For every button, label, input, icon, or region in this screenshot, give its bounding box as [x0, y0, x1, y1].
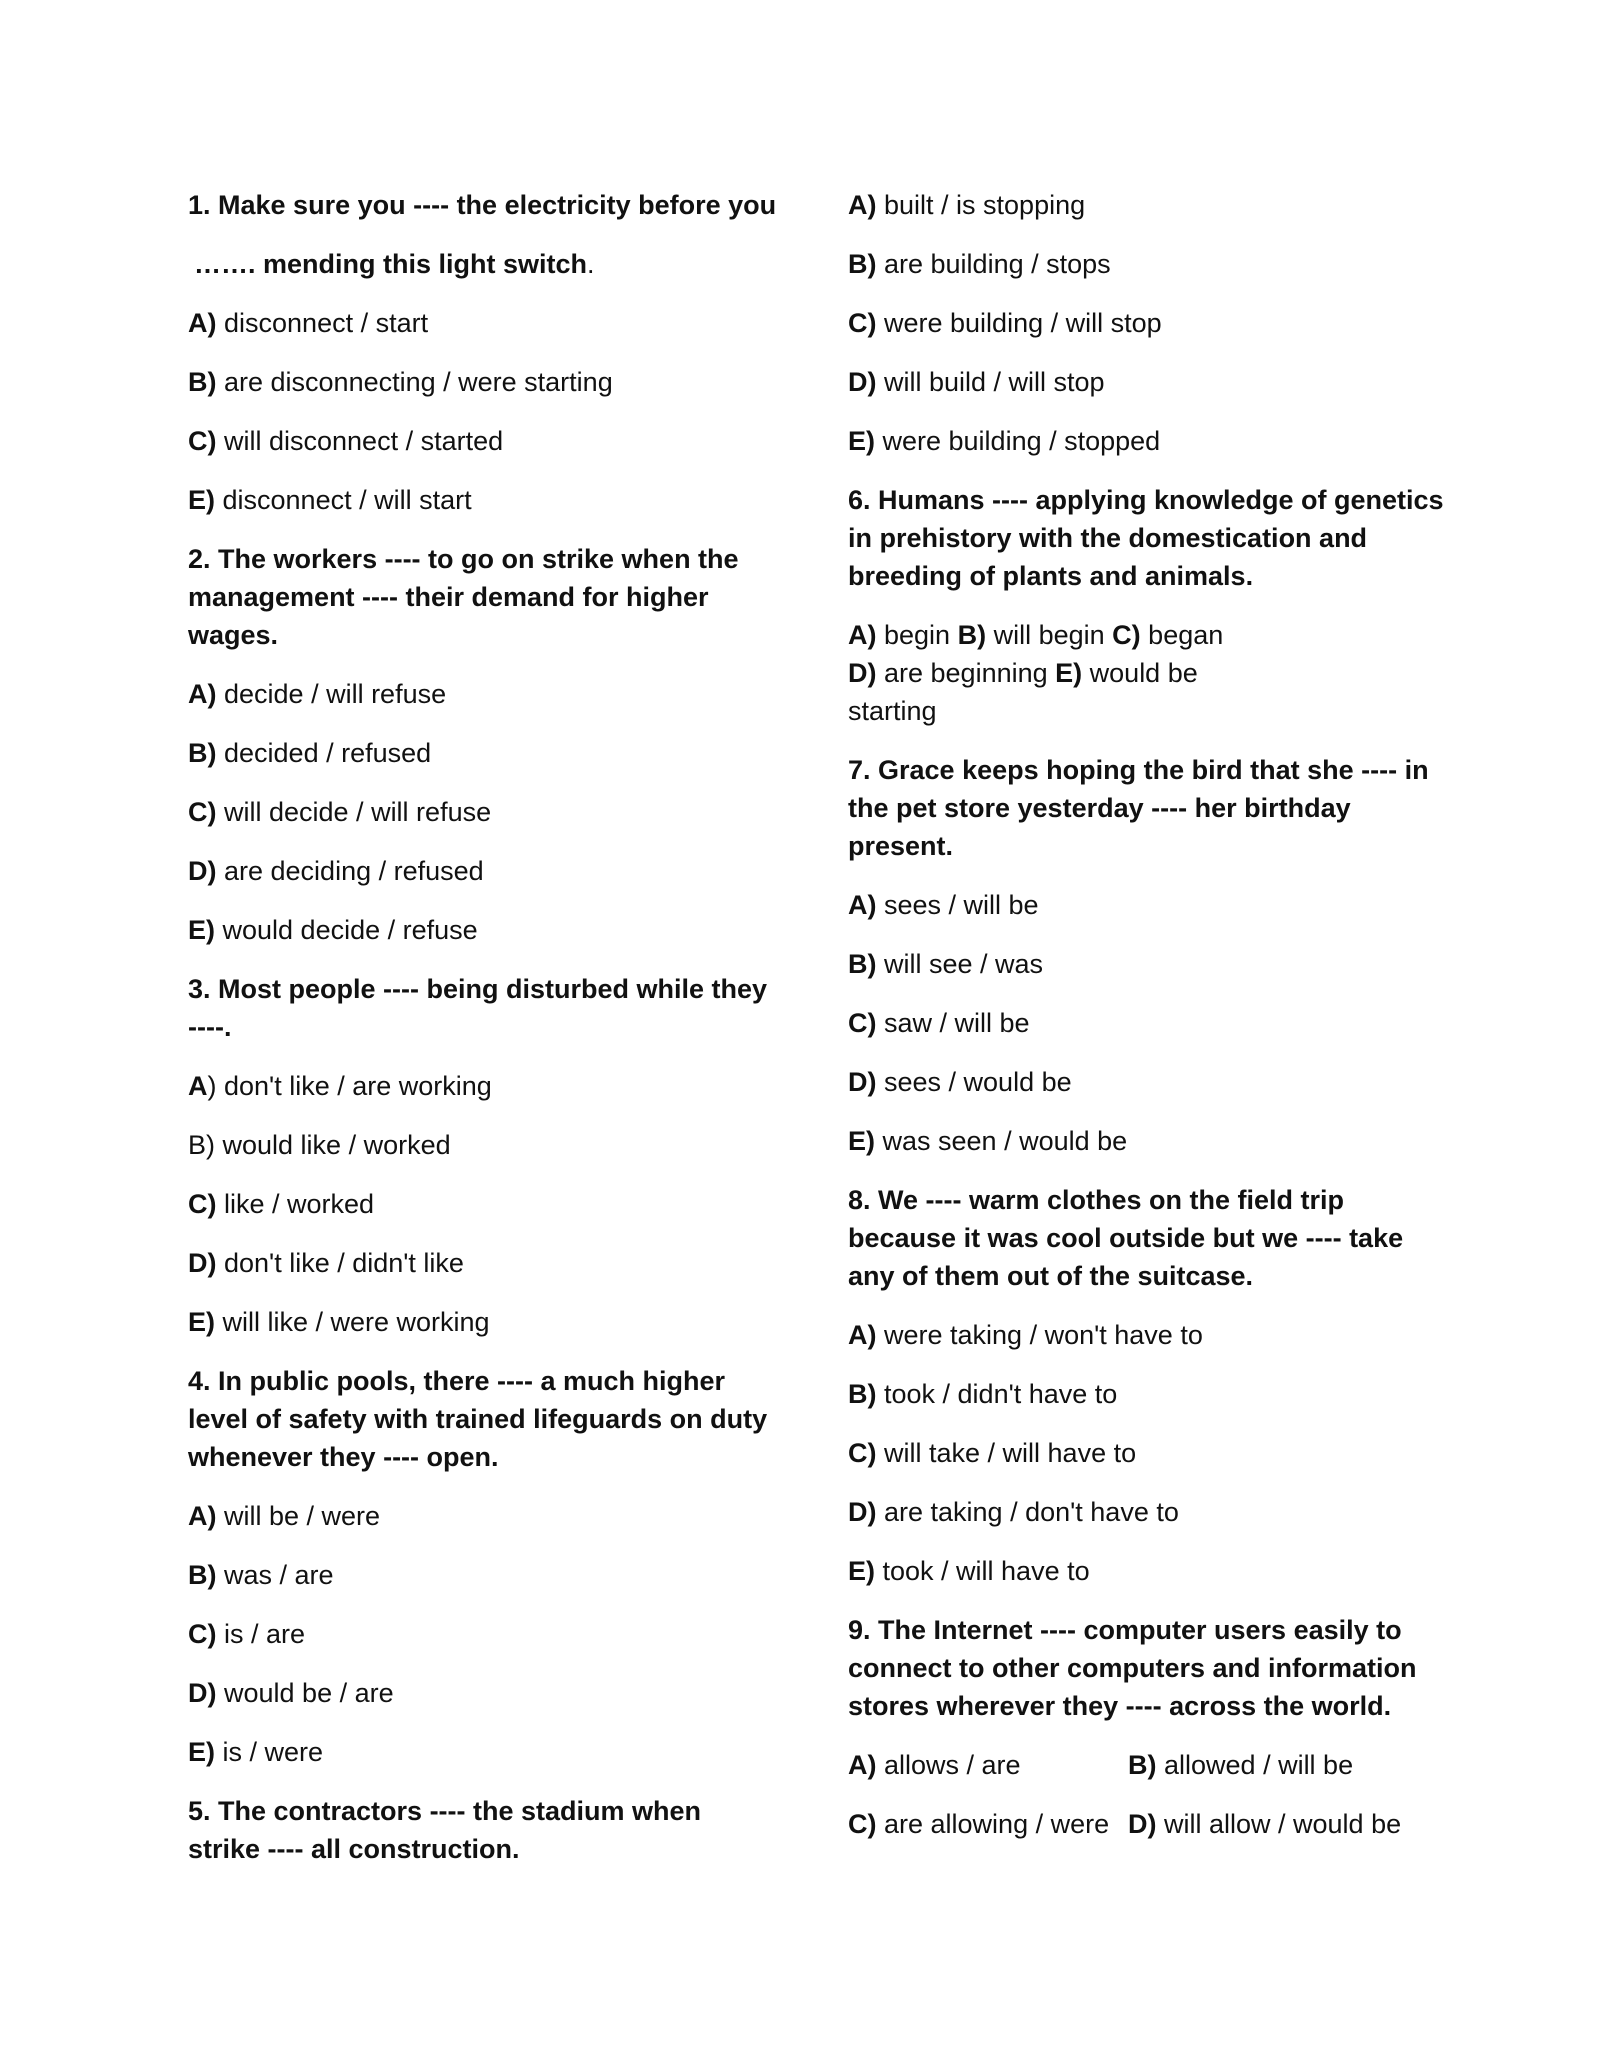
option-letter: E) — [848, 1126, 875, 1156]
option-letter: A) — [848, 1750, 877, 1780]
option-text: is / are — [216, 1619, 306, 1649]
option-text: allowed / will be — [1156, 1750, 1354, 1780]
option-text: begin — [876, 620, 951, 650]
option-letter: B) — [848, 1379, 877, 1409]
option-text: decided / refused — [216, 738, 432, 768]
q2-option-b — [188, 734, 773, 772]
option-text: will see / was — [876, 949, 1044, 979]
q3-option-a — [188, 1067, 773, 1105]
option-letter: C) — [848, 308, 877, 338]
option-text: will build / will stop — [876, 367, 1105, 397]
option-text: was / are — [216, 1560, 334, 1590]
q2-option-a — [188, 675, 773, 713]
option-letter: E) — [1055, 658, 1083, 688]
q1-option-a — [188, 304, 773, 342]
q8-stem: 8. We ---- warm clothes on the field trip because it was cool outside but we ---- take any of them out of the suitcase. — [848, 1185, 1404, 1291]
q1-stem-line2-period: . — [587, 249, 595, 279]
option-letter: A) — [848, 190, 877, 220]
option-letter: C) — [1112, 620, 1141, 650]
left-column — [188, 186, 777, 1889]
option-text: built / is stopping — [876, 190, 1086, 220]
q1-stem-line2 — [188, 245, 773, 283]
q6-option-b — [958, 620, 1105, 650]
option-letter: B) — [848, 249, 877, 279]
option-text: began — [1140, 620, 1224, 650]
q9-option-a — [848, 1746, 1021, 1784]
option-letter: C) — [188, 426, 217, 456]
q2-stem: 2. The workers ---- to go on strike when the management ---- their demand for higher wages. — [188, 544, 739, 650]
option-letter: A — [188, 1071, 208, 1101]
option-text: are disconnecting / were starting — [216, 367, 613, 397]
q5-option-c — [848, 304, 1448, 342]
option-text: will allow / would be — [1156, 1809, 1402, 1839]
option-text: will disconnect / started — [216, 426, 504, 456]
option-text: took / didn't have to — [876, 1379, 1118, 1409]
option-text: are beginning — [876, 658, 1048, 688]
option-letter: A) — [188, 1501, 217, 1531]
option-text: will begin — [986, 620, 1105, 650]
option-letter: C) — [188, 1619, 217, 1649]
q3-option-d — [188, 1244, 773, 1282]
option-text: would decide / refuse — [215, 915, 478, 945]
option-text: like / worked — [216, 1189, 375, 1219]
q6-stem: 6. Humans ---- applying knowledge of genetics in prehistory with the domestication and breeding of plants and animals. — [848, 485, 1444, 591]
q8-option-a — [848, 1316, 1448, 1354]
q7-option-c — [848, 1004, 1448, 1042]
q6-options-row1 — [848, 616, 1448, 654]
option-letter: D) — [1128, 1809, 1157, 1839]
q8-option-c — [848, 1434, 1448, 1472]
option-letter: B) — [957, 620, 987, 650]
q1-option-e — [188, 481, 773, 519]
q1-stem-line1: 1. Make sure you ---- the electricity before you — [188, 190, 777, 220]
option-text: were taking / won't have to — [876, 1320, 1203, 1350]
option-text: are building / stops — [876, 249, 1111, 279]
q5-stem: 5. The contractors ---- the stadium when strike ---- all construction. — [188, 1796, 702, 1864]
q3-option-b — [188, 1126, 773, 1164]
option-letter: E) — [188, 485, 215, 515]
q4-option-c — [188, 1615, 773, 1653]
option-text: were building / stopped — [875, 426, 1161, 456]
q4-option-e — [188, 1733, 773, 1771]
option-text: will take / will have to — [876, 1438, 1137, 1468]
option-letter: A) — [848, 890, 877, 920]
q2-option-e — [188, 911, 773, 949]
q8-option-e — [848, 1552, 1448, 1590]
option-text: allows / are — [876, 1750, 1021, 1780]
option-text: saw / will be — [876, 1008, 1030, 1038]
q3-stem: 3. Most people ---- being disturbed while they ----. — [188, 974, 768, 1042]
option-letter: A) — [848, 620, 877, 650]
option-letter: C) — [848, 1008, 877, 1038]
q8-option-d — [848, 1493, 1448, 1531]
q3-option-c — [188, 1185, 773, 1223]
option-letter: B) — [1128, 1750, 1157, 1780]
option-letter: C) — [848, 1809, 877, 1839]
option-letter: C) — [848, 1438, 877, 1468]
option-text: are taking / don't have to — [876, 1497, 1179, 1527]
q6-options-row2 — [848, 654, 1448, 692]
q9-options-row1 — [848, 1746, 1448, 1784]
option-letter: E) — [848, 1556, 875, 1586]
option-letter: B) — [188, 738, 217, 768]
option-letter: A) — [188, 679, 217, 709]
option-text: are deciding / refused — [216, 856, 484, 886]
option-text: disconnect / start — [216, 308, 429, 338]
q1-option-b — [188, 363, 773, 401]
q4-option-b — [188, 1556, 773, 1594]
option-letter: D) — [188, 1248, 217, 1278]
q7-option-b — [848, 945, 1448, 983]
option-letter: C) — [188, 1189, 217, 1219]
q9-stem: 9. The Internet ---- computer users easily to connect to other computers and information stores wherever they ---- across the world. — [848, 1615, 1417, 1721]
q9-option-d — [1128, 1805, 1401, 1843]
option-letter: A) — [848, 1320, 877, 1350]
q7-option-d — [848, 1063, 1448, 1101]
q2-option-d — [188, 852, 773, 890]
q9-option-b — [1128, 1746, 1353, 1784]
option-letter: D) — [848, 367, 877, 397]
option-text: disconnect / will start — [215, 485, 472, 515]
option-letter: B) — [188, 1560, 217, 1590]
q5-option-e — [848, 422, 1448, 460]
option-text: will decide / will refuse — [216, 797, 492, 827]
option-text: sees / will be — [876, 890, 1039, 920]
option-text: ) don't like / are working — [207, 1071, 492, 1101]
q9-option-c — [848, 1805, 1109, 1843]
option-letter: E) — [848, 426, 875, 456]
q2-option-c — [188, 793, 773, 831]
q6-option-a — [848, 620, 950, 650]
option-letter: D) — [848, 1497, 877, 1527]
q1-stem-line2-text: ……. mending this light switch — [194, 249, 588, 279]
option-letter: E) — [188, 915, 215, 945]
option-text: will like / were working — [215, 1307, 490, 1337]
option-letter: D) — [848, 658, 877, 688]
q5-option-a — [848, 186, 1448, 224]
q7-stem: 7. Grace keeps hoping the bird that she ---- in the pet store yesterday ---- her birthday present. — [848, 755, 1429, 861]
q8-option-b — [848, 1375, 1448, 1413]
option-letter: C) — [188, 797, 217, 827]
option-letter: D) — [848, 1067, 877, 1097]
option-letter: E) — [188, 1737, 215, 1767]
option-letter: B) — [848, 949, 877, 979]
right-column — [848, 186, 1448, 1864]
q6-option-e-continued: starting — [848, 696, 937, 726]
q7-option-e — [848, 1122, 1448, 1160]
option-letter: D) — [188, 1678, 217, 1708]
option-text: decide / will refuse — [216, 679, 447, 709]
option-letter: A) — [188, 308, 217, 338]
option-text: took / will have to — [875, 1556, 1090, 1586]
option-letter: B) — [188, 367, 217, 397]
q9-options-row2 — [848, 1805, 1448, 1843]
q6-option-c — [1112, 620, 1223, 650]
option-text: were building / will stop — [876, 308, 1162, 338]
q5-option-b — [848, 245, 1448, 283]
q6-option-d — [848, 658, 1048, 688]
option-text: don't like / didn't like — [216, 1248, 464, 1278]
q7-option-a — [848, 886, 1448, 924]
option-text: will be / were — [216, 1501, 381, 1531]
option-text: are allowing / were — [876, 1809, 1110, 1839]
option-text: sees / would be — [876, 1067, 1072, 1097]
q4-option-a — [188, 1497, 773, 1535]
option-letter: E) — [188, 1307, 215, 1337]
option-text: was seen / would be — [875, 1126, 1128, 1156]
option-letter: D) — [188, 856, 217, 886]
q4-stem: 4. In public pools, there ---- a much higher level of safety with trained lifeguards on duty whenever they ---- open. — [188, 1366, 768, 1472]
q3-option-e — [188, 1303, 773, 1341]
option-text: is / were — [215, 1737, 324, 1767]
q1-option-c — [188, 422, 773, 460]
q5-option-d — [848, 363, 1448, 401]
q4-option-d — [188, 1674, 773, 1712]
option-text: B) would like / worked — [188, 1130, 451, 1160]
q6-option-e — [1055, 658, 1198, 688]
option-text: would be — [1082, 658, 1198, 688]
option-text: would be / are — [216, 1678, 394, 1708]
